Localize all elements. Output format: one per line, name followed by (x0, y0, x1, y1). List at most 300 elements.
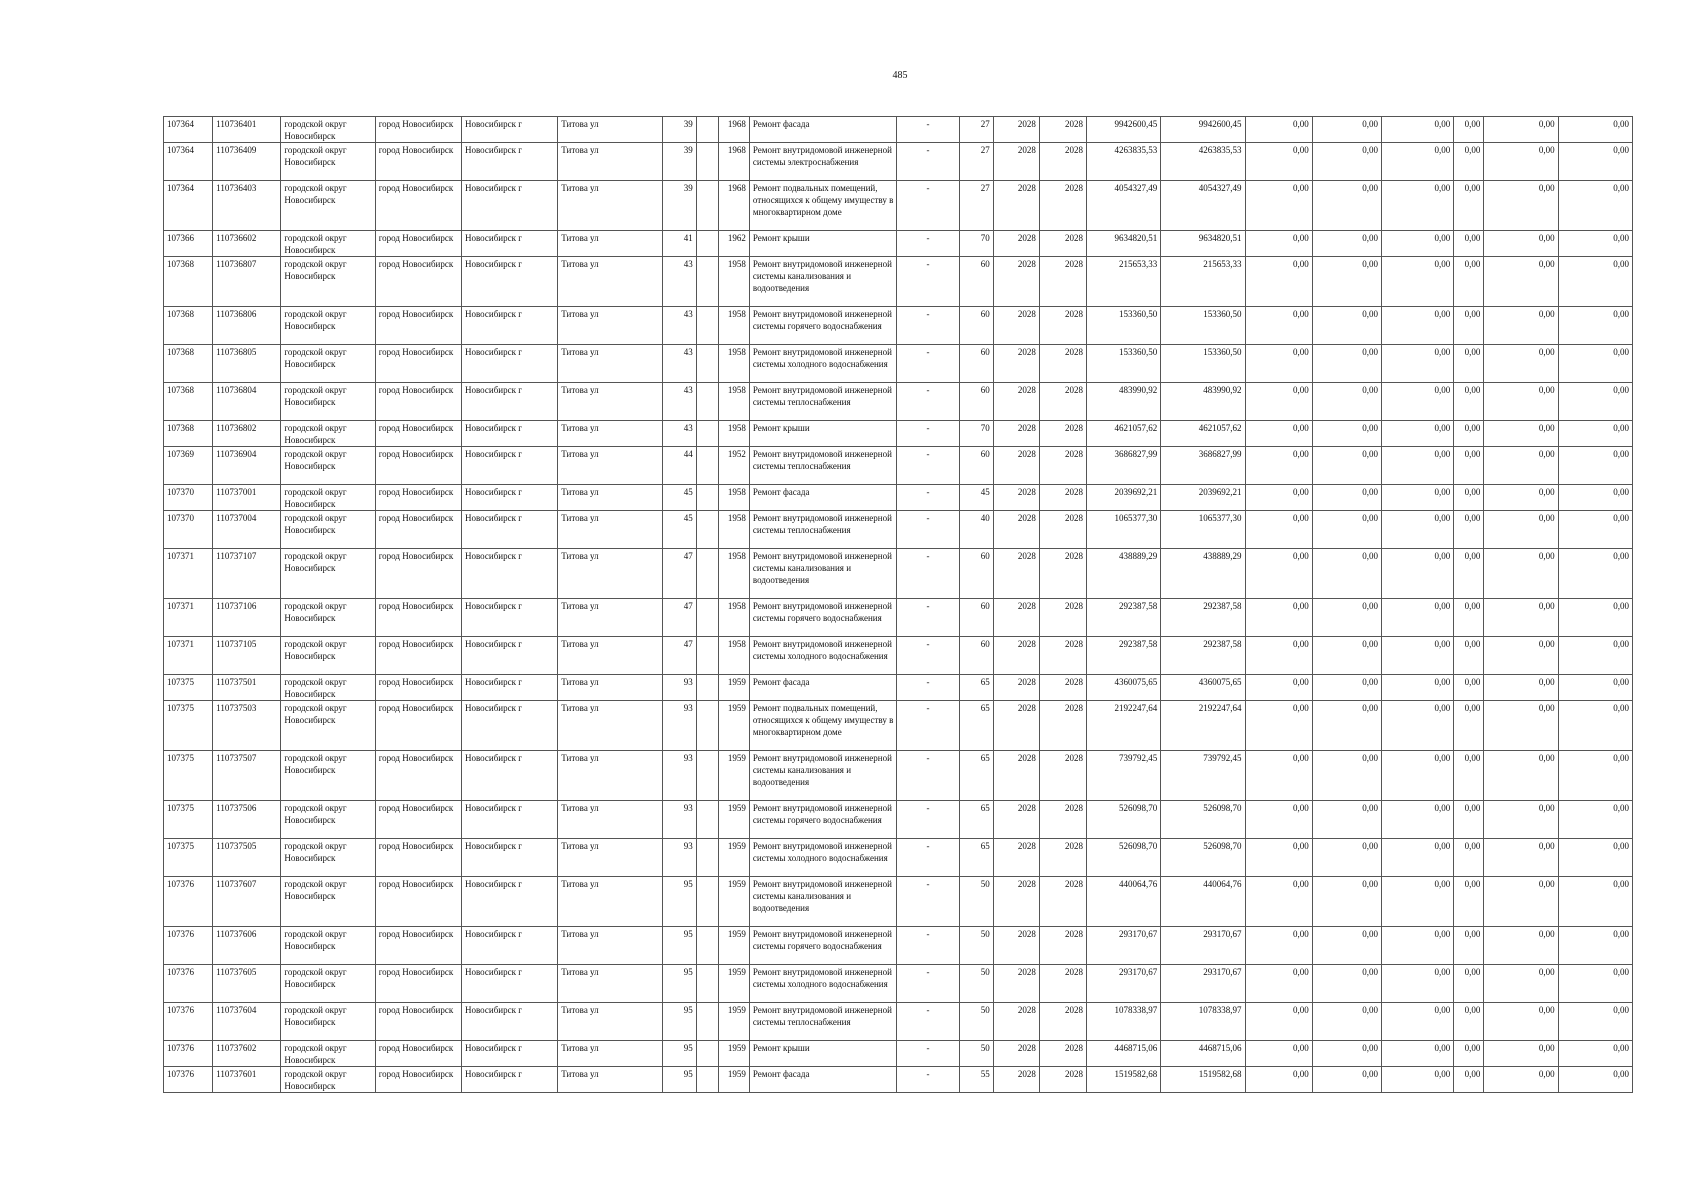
cell-code: 110736403 (213, 181, 281, 231)
cell-cost: 153360,50 (1087, 345, 1161, 383)
cell-b (696, 801, 718, 839)
capital-repair-table (163, 116, 1633, 1093)
cell-id: 107368 (164, 257, 213, 307)
cell-district: городской округ Новосибирск (281, 637, 375, 675)
table-row (164, 549, 1633, 599)
cell-district: городской округ Новосибирск (281, 307, 375, 345)
cell-id: 107376 (164, 1003, 213, 1041)
cell-y2: 2028 (1039, 701, 1086, 751)
table-row (164, 839, 1633, 877)
cell-z1: 0,00 (1245, 485, 1312, 511)
cell-z4: 0,00 (1454, 751, 1484, 801)
cell-city: Новосибирск г (461, 927, 557, 965)
cell-cost: 438889,29 (1087, 549, 1161, 599)
cell-y1: 2028 (993, 675, 1039, 701)
cell-district: городской округ Новосибирск (281, 1041, 375, 1067)
cell-street: Титова ул (558, 181, 662, 231)
cell-z6: 0,00 (1558, 231, 1632, 257)
cell-work: Ремонт внутридомовой инженерной системы холодного водоснабжения (749, 345, 897, 383)
cell-z2: 0,00 (1312, 181, 1381, 231)
cell-work: Ремонт внутридомовой инженерной системы канализования и водоотведения (749, 751, 897, 801)
cell-z2: 0,00 (1312, 307, 1381, 345)
cell-z3: 0,00 (1382, 801, 1454, 839)
cell-b (696, 511, 718, 549)
cell-cost2: 1065377,30 (1161, 511, 1245, 549)
cell-z3: 0,00 (1382, 485, 1454, 511)
cell-z1: 0,00 (1245, 117, 1312, 143)
cell-dash: - (897, 447, 959, 485)
cell-cost2: 4360075,65 (1161, 675, 1245, 701)
cell-settlement: город Новосибирск (375, 877, 461, 927)
cell-y2: 2028 (1039, 447, 1086, 485)
cell-cost: 739792,45 (1087, 751, 1161, 801)
cell-cost2: 292387,58 (1161, 637, 1245, 675)
cell-y2: 2028 (1039, 965, 1086, 1003)
cell-z3: 0,00 (1382, 751, 1454, 801)
cell-wear: 50 (959, 1003, 993, 1041)
cell-year: 1958 (718, 637, 749, 675)
cell-z1: 0,00 (1245, 181, 1312, 231)
cell-city: Новосибирск г (461, 117, 557, 143)
cell-z2: 0,00 (1312, 485, 1381, 511)
table-row (164, 143, 1633, 181)
cell-b (696, 877, 718, 927)
cell-cost: 1065377,30 (1087, 511, 1161, 549)
table-row (164, 1041, 1633, 1067)
cell-street: Титова ул (558, 117, 662, 143)
cell-house: 47 (662, 549, 696, 599)
cell-city: Новосибирск г (461, 751, 557, 801)
cell-z1: 0,00 (1245, 257, 1312, 307)
cell-y2: 2028 (1039, 1067, 1086, 1093)
cell-wear: 45 (959, 485, 993, 511)
cell-id: 107366 (164, 231, 213, 257)
cell-district: городской округ Новосибирск (281, 701, 375, 751)
cell-y1: 2028 (993, 801, 1039, 839)
cell-year: 1958 (718, 511, 749, 549)
cell-code: 110737001 (213, 485, 281, 511)
cell-house: 47 (662, 599, 696, 637)
cell-y1: 2028 (993, 383, 1039, 421)
cell-y1: 2028 (993, 511, 1039, 549)
cell-z5: 0,00 (1484, 383, 1558, 421)
cell-dash: - (897, 485, 959, 511)
cell-y2: 2028 (1039, 637, 1086, 675)
cell-z2: 0,00 (1312, 701, 1381, 751)
cell-house: 43 (662, 307, 696, 345)
cell-z1: 0,00 (1245, 637, 1312, 675)
cell-z5: 0,00 (1484, 511, 1558, 549)
cell-cost2: 4054327,49 (1161, 181, 1245, 231)
cell-cost: 2039692,21 (1087, 485, 1161, 511)
cell-z3: 0,00 (1382, 117, 1454, 143)
table-row (164, 675, 1633, 701)
table-row (164, 801, 1633, 839)
cell-dash: - (897, 511, 959, 549)
cell-year: 1959 (718, 701, 749, 751)
cell-city: Новосибирск г (461, 965, 557, 1003)
cell-y1: 2028 (993, 839, 1039, 877)
cell-wear: 60 (959, 257, 993, 307)
cell-z6: 0,00 (1558, 1041, 1632, 1067)
cell-id: 107375 (164, 751, 213, 801)
cell-district: городской округ Новосибирск (281, 1003, 375, 1041)
cell-b (696, 965, 718, 1003)
cell-z3: 0,00 (1382, 927, 1454, 965)
cell-year: 1968 (718, 181, 749, 231)
cell-id: 107371 (164, 599, 213, 637)
cell-work: Ремонт внутридомовой инженерной системы электроснабжения (749, 143, 897, 181)
cell-b (696, 701, 718, 751)
cell-settlement: город Новосибирск (375, 511, 461, 549)
cell-wear: 27 (959, 117, 993, 143)
cell-wear: 60 (959, 307, 993, 345)
cell-district: городской округ Новосибирск (281, 675, 375, 701)
cell-work: Ремонт внутридомовой инженерной системы канализования и водоотведения (749, 549, 897, 599)
cell-z2: 0,00 (1312, 1003, 1381, 1041)
cell-z6: 0,00 (1558, 257, 1632, 307)
cell-code: 110737605 (213, 965, 281, 1003)
cell-year: 1959 (718, 839, 749, 877)
cell-y1: 2028 (993, 447, 1039, 485)
cell-z3: 0,00 (1382, 637, 1454, 675)
cell-street: Титова ул (558, 143, 662, 181)
cell-cost2: 438889,29 (1161, 549, 1245, 599)
cell-z1: 0,00 (1245, 383, 1312, 421)
cell-code: 110737506 (213, 801, 281, 839)
cell-z1: 0,00 (1245, 801, 1312, 839)
cell-id: 107376 (164, 965, 213, 1003)
cell-z2: 0,00 (1312, 383, 1381, 421)
table-row (164, 447, 1633, 485)
cell-z3: 0,00 (1382, 549, 1454, 599)
cell-id: 107364 (164, 117, 213, 143)
cell-z5: 0,00 (1484, 675, 1558, 701)
cell-z2: 0,00 (1312, 549, 1381, 599)
cell-b (696, 549, 718, 599)
cell-city: Новосибирск г (461, 1003, 557, 1041)
cell-city: Новосибирск г (461, 839, 557, 877)
cell-y2: 2028 (1039, 549, 1086, 599)
cell-cost: 483990,92 (1087, 383, 1161, 421)
cell-house: 47 (662, 637, 696, 675)
cell-cost2: 292387,58 (1161, 599, 1245, 637)
cell-year: 1959 (718, 927, 749, 965)
cell-id: 107375 (164, 839, 213, 877)
cell-z2: 0,00 (1312, 1041, 1381, 1067)
cell-cost: 293170,67 (1087, 965, 1161, 1003)
cell-z2: 0,00 (1312, 447, 1381, 485)
cell-cost2: 4621057,62 (1161, 421, 1245, 447)
cell-settlement: город Новосибирск (375, 839, 461, 877)
cell-code: 110736805 (213, 345, 281, 383)
cell-street: Титова ул (558, 675, 662, 701)
cell-id: 107376 (164, 877, 213, 927)
cell-year: 1958 (718, 421, 749, 447)
cell-b (696, 181, 718, 231)
cell-city: Новосибирск г (461, 637, 557, 675)
cell-year: 1959 (718, 1041, 749, 1067)
cell-street: Титова ул (558, 839, 662, 877)
table-row (164, 181, 1633, 231)
cell-city: Новосибирск г (461, 511, 557, 549)
cell-dash: - (897, 257, 959, 307)
cell-z2: 0,00 (1312, 421, 1381, 447)
cell-year: 1959 (718, 751, 749, 801)
cell-settlement: город Новосибирск (375, 345, 461, 383)
cell-house: 95 (662, 1041, 696, 1067)
cell-z5: 0,00 (1484, 307, 1558, 345)
cell-settlement: город Новосибирск (375, 965, 461, 1003)
cell-y1: 2028 (993, 927, 1039, 965)
cell-y1: 2028 (993, 1003, 1039, 1041)
cell-z3: 0,00 (1382, 383, 1454, 421)
cell-cost: 4054327,49 (1087, 181, 1161, 231)
cell-y2: 2028 (1039, 383, 1086, 421)
cell-z5: 0,00 (1484, 965, 1558, 1003)
cell-cost2: 3686827,99 (1161, 447, 1245, 485)
cell-z4: 0,00 (1454, 927, 1484, 965)
cell-cost: 215653,33 (1087, 257, 1161, 307)
cell-id: 107376 (164, 927, 213, 965)
cell-house: 43 (662, 383, 696, 421)
cell-z5: 0,00 (1484, 421, 1558, 447)
cell-z4: 0,00 (1454, 143, 1484, 181)
cell-z5: 0,00 (1484, 257, 1558, 307)
cell-y2: 2028 (1039, 839, 1086, 877)
table-row (164, 965, 1633, 1003)
cell-z6: 0,00 (1558, 447, 1632, 485)
cell-district: городской округ Новосибирск (281, 927, 375, 965)
cell-dash: - (897, 549, 959, 599)
cell-z4: 0,00 (1454, 965, 1484, 1003)
cell-cost: 4263835,53 (1087, 143, 1161, 181)
cell-y1: 2028 (993, 965, 1039, 1003)
cell-street: Титова ул (558, 965, 662, 1003)
cell-cost: 153360,50 (1087, 307, 1161, 345)
cell-code: 110737604 (213, 1003, 281, 1041)
cell-z4: 0,00 (1454, 447, 1484, 485)
cell-z5: 0,00 (1484, 231, 1558, 257)
cell-id: 107368 (164, 383, 213, 421)
cell-b (696, 345, 718, 383)
cell-b (696, 599, 718, 637)
cell-year: 1959 (718, 965, 749, 1003)
cell-z4: 0,00 (1454, 701, 1484, 751)
cell-dash: - (897, 1067, 959, 1093)
cell-id: 107375 (164, 675, 213, 701)
cell-cost2: 1078338,97 (1161, 1003, 1245, 1041)
cell-district: городской округ Новосибирск (281, 345, 375, 383)
cell-z6: 0,00 (1558, 549, 1632, 599)
cell-settlement: город Новосибирск (375, 637, 461, 675)
cell-year: 1958 (718, 599, 749, 637)
cell-z6: 0,00 (1558, 599, 1632, 637)
cell-z3: 0,00 (1382, 143, 1454, 181)
cell-z5: 0,00 (1484, 1003, 1558, 1041)
cell-y2: 2028 (1039, 751, 1086, 801)
cell-z6: 0,00 (1558, 181, 1632, 231)
cell-work: Ремонт внутридомовой инженерной системы горячего водоснабжения (749, 307, 897, 345)
cell-cost2: 440064,76 (1161, 877, 1245, 927)
cell-cost: 292387,58 (1087, 599, 1161, 637)
table-row (164, 257, 1633, 307)
cell-z3: 0,00 (1382, 181, 1454, 231)
cell-year: 1958 (718, 549, 749, 599)
cell-settlement: город Новосибирск (375, 801, 461, 839)
cell-city: Новосибирск г (461, 599, 557, 637)
cell-cost2: 1519582,68 (1161, 1067, 1245, 1093)
cell-settlement: город Новосибирск (375, 485, 461, 511)
cell-z3: 0,00 (1382, 257, 1454, 307)
cell-house: 43 (662, 421, 696, 447)
cell-city: Новосибирск г (461, 257, 557, 307)
cell-z6: 0,00 (1558, 117, 1632, 143)
cell-code: 110736807 (213, 257, 281, 307)
cell-z2: 0,00 (1312, 117, 1381, 143)
cell-district: городской округ Новосибирск (281, 257, 375, 307)
cell-z4: 0,00 (1454, 257, 1484, 307)
cell-code: 110736602 (213, 231, 281, 257)
cell-settlement: город Новосибирск (375, 927, 461, 965)
cell-z2: 0,00 (1312, 839, 1381, 877)
cell-z2: 0,00 (1312, 1067, 1381, 1093)
cell-cost2: 526098,70 (1161, 839, 1245, 877)
cell-city: Новосибирск г (461, 877, 557, 927)
cell-house: 93 (662, 751, 696, 801)
cell-y2: 2028 (1039, 421, 1086, 447)
cell-code: 110737107 (213, 549, 281, 599)
cell-z6: 0,00 (1558, 421, 1632, 447)
table-row (164, 877, 1633, 927)
cell-cost: 440064,76 (1087, 877, 1161, 927)
cell-z1: 0,00 (1245, 965, 1312, 1003)
cell-city: Новосибирск г (461, 383, 557, 421)
cell-z3: 0,00 (1382, 965, 1454, 1003)
table-row (164, 345, 1633, 383)
cell-year: 1959 (718, 1067, 749, 1093)
cell-z3: 0,00 (1382, 839, 1454, 877)
cell-city: Новосибирск г (461, 485, 557, 511)
cell-wear: 50 (959, 965, 993, 1003)
cell-z2: 0,00 (1312, 675, 1381, 701)
cell-wear: 65 (959, 701, 993, 751)
cell-z1: 0,00 (1245, 231, 1312, 257)
cell-year: 1958 (718, 257, 749, 307)
cell-z1: 0,00 (1245, 1067, 1312, 1093)
cell-b (696, 675, 718, 701)
table-row (164, 751, 1633, 801)
cell-district: городской округ Новосибирск (281, 839, 375, 877)
cell-y2: 2028 (1039, 307, 1086, 345)
cell-code: 110736409 (213, 143, 281, 181)
cell-dash: - (897, 383, 959, 421)
cell-year: 1959 (718, 1003, 749, 1041)
cell-y1: 2028 (993, 257, 1039, 307)
cell-house: 45 (662, 485, 696, 511)
cell-dash: - (897, 345, 959, 383)
cell-work: Ремонт внутридомовой инженерной системы холодного водоснабжения (749, 839, 897, 877)
cell-z1: 0,00 (1245, 701, 1312, 751)
table-body (164, 117, 1633, 1093)
cell-y1: 2028 (993, 751, 1039, 801)
cell-b (696, 927, 718, 965)
table-row (164, 231, 1633, 257)
cell-year: 1959 (718, 877, 749, 927)
cell-cost: 4621057,62 (1087, 421, 1161, 447)
cell-street: Титова ул (558, 637, 662, 675)
cell-code: 110737505 (213, 839, 281, 877)
cell-wear: 27 (959, 143, 993, 181)
cell-year: 1958 (718, 345, 749, 383)
cell-z4: 0,00 (1454, 421, 1484, 447)
cell-settlement: город Новосибирск (375, 1041, 461, 1067)
cell-b (696, 839, 718, 877)
cell-street: Титова ул (558, 877, 662, 927)
cell-wear: 40 (959, 511, 993, 549)
cell-y2: 2028 (1039, 1041, 1086, 1067)
cell-wear: 60 (959, 549, 993, 599)
cell-dash: - (897, 599, 959, 637)
cell-b (696, 117, 718, 143)
cell-y2: 2028 (1039, 181, 1086, 231)
cell-z1: 0,00 (1245, 511, 1312, 549)
cell-id: 107376 (164, 1067, 213, 1093)
cell-wear: 65 (959, 801, 993, 839)
cell-settlement: город Новосибирск (375, 231, 461, 257)
cell-z2: 0,00 (1312, 511, 1381, 549)
cell-work: Ремонт внутридомовой инженерной системы теплоснабжения (749, 383, 897, 421)
cell-y2: 2028 (1039, 927, 1086, 965)
cell-street: Титова ул (558, 485, 662, 511)
cell-work: Ремонт фасада (749, 675, 897, 701)
cell-house: 43 (662, 345, 696, 383)
cell-cost: 9942600,45 (1087, 117, 1161, 143)
cell-work: Ремонт внутридомовой инженерной системы горячего водоснабжения (749, 599, 897, 637)
cell-work: Ремонт фасада (749, 485, 897, 511)
cell-city: Новосибирск г (461, 701, 557, 751)
cell-wear: 60 (959, 599, 993, 637)
cell-dash: - (897, 231, 959, 257)
cell-code: 110737601 (213, 1067, 281, 1093)
cell-district: городской округ Новосибирск (281, 421, 375, 447)
cell-y1: 2028 (993, 421, 1039, 447)
cell-b (696, 1041, 718, 1067)
cell-code: 110737105 (213, 637, 281, 675)
cell-dash: - (897, 1041, 959, 1067)
cell-street: Титова ул (558, 511, 662, 549)
cell-y1: 2028 (993, 701, 1039, 751)
cell-settlement: город Новосибирск (375, 599, 461, 637)
cell-district: городской округ Новосибирск (281, 801, 375, 839)
cell-city: Новосибирск г (461, 801, 557, 839)
cell-street: Титова ул (558, 751, 662, 801)
cell-b (696, 1003, 718, 1041)
cell-city: Новосибирск г (461, 447, 557, 485)
cell-year: 1958 (718, 485, 749, 511)
cell-cost2: 4263835,53 (1161, 143, 1245, 181)
cell-y1: 2028 (993, 637, 1039, 675)
cell-wear: 60 (959, 345, 993, 383)
cell-city: Новосибирск г (461, 1041, 557, 1067)
cell-cost2: 153360,50 (1161, 307, 1245, 345)
cell-b (696, 485, 718, 511)
cell-z3: 0,00 (1382, 1067, 1454, 1093)
cell-z6: 0,00 (1558, 1003, 1632, 1041)
cell-z6: 0,00 (1558, 1067, 1632, 1093)
cell-id: 107375 (164, 801, 213, 839)
cell-z3: 0,00 (1382, 307, 1454, 345)
